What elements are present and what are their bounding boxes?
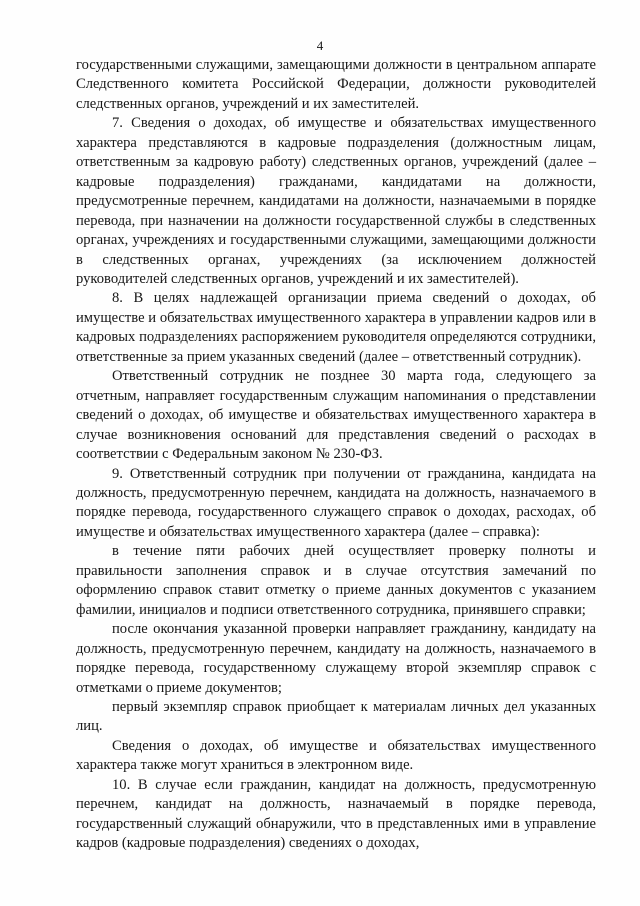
page-number: 4 [316,38,324,53]
paragraph-9-return-copy: после окончания указанной проверки направляет гражданину, кандидату на должность, предусмотренную перечнем, кандидату на должность, назначаемого в порядке перевода, государственному служащему второй экземпляр справок с отметками о приеме документов; [76,621,596,696]
paragraph-9: 9. Ответственный сотрудник при получении от гражданина, кандидата на должность, предусмотренную перечнем, кандидата на должность, назначаемого в порядке перевода, государственного служащего справок о доходах, расходах, об имуществе и обязательствах имущественного характера (далее – справка): [76,465,596,540]
paragraph-8: 8. В целях надлежащей организации приема сведений о доходах, об имуществе и обязательствах имущественного характера в управлении кадров или в кадровых подразделениях распоряжением руководителя определяются сотрудники, ответственные за прием указанных сведений (далее – ответственный сотрудник). [76,290,596,365]
paragraph-10: 10. В случае если гражданин, кандидат на должность, предусмотренную перечнем, кандидат на должность, назначаемый в порядке перевода, государственный служащий обнаружили, что в представленных ими в управление кадров (кадровые подразделения) сведениях о доходах, [76,776,596,852]
paragraph-7: 7. Сведения о доходах, об имуществе и обязательствах имущественного характера представляются в кадровые подразделения (должностным лицам, ответственным за кадровую работу) следственных органов, учреждений (далее – кадровые подразделения) гражданами, кандидатами на должности, предусмотренные перечнем, кандидатами на должности, назначаемыми в порядке перевода, при назначении на должности государственной службы в следственных органах, учреждениях и государственными служащими, замещающими должности в следственных органах, учреждениях (за исключением должностей руководителей следственных органов, учреждений и их заместителей). [76,115,596,287]
document-body [76,56,596,854]
paragraph-continuation: государственными служащими, замещающими должности в центральном аппарате Следственного комитета Российской Федерации, должности руководителей следственных органов, учреждений и их заместителей. [76,57,596,112]
paragraph-9-file-copy: первый экземпляр справок приобщает к материалам личных дел указанных лиц. [76,698,596,735]
paragraph-responsible-employee: Ответственный сотрудник не позднее 30 марта года, следующего за отчетным, направляет государственным служащим напоминания о представлении сведений о доходах, об имуществе и обязательствах имущественного характера в случае возникновения оснований для представления сведений о расходах в соответствии с Федеральным законом № 230-ФЗ. [76,368,596,463]
paragraph-9-check: в течение пяти рабочих дней осуществляет проверку полноты и правильности заполнения справок и в случае отсутствия замечаний по оформлению справок ставит отметку о приеме данных документов с указанием фамилии, инициалов и подписи ответственного сотрудника, принявшего справки; [76,543,596,618]
paragraph-electronic-storage: Сведения о доходах, об имуществе и обязательствах имущественного характера также могут храниться в электронном виде. [76,737,596,774]
